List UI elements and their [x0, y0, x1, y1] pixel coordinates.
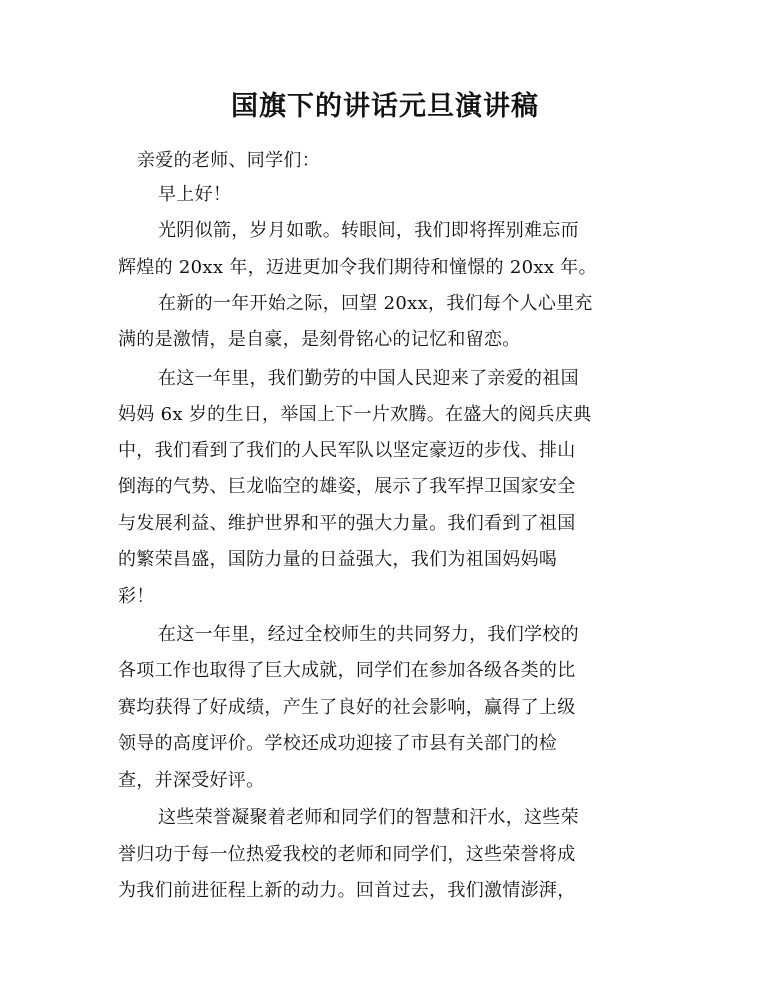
paragraph-line: 为我们前进征程上新的动力。回首过去，我们激情澎湃， [118, 880, 576, 901]
paragraph-line: 赛均获得了好成绩，产生了良好的社会影响，赢得了上级 [118, 697, 576, 718]
paragraph-line: 誉归功于每一位热爱我校的老师和同学们，这些荣誉将成 [118, 844, 576, 865]
paragraph-line: 查，并深受好评。 [118, 770, 265, 791]
paragraph-line: 妈妈 6x 岁的生日，举国上下一片欢腾。在盛大的阅兵庆典 [118, 404, 592, 425]
paragraph-line: 领导的高度评价。学校还成功迎接了市县有关部门的检 [118, 733, 558, 754]
paragraph-line: 在这一年里，我们勤劳的中国人民迎来了亲爱的祖国 [158, 368, 579, 389]
paragraph-line: 与发展利益、维护世界和平的强大力量。我们看到了祖国 [118, 513, 576, 534]
paragraph-line: 满的是激情，是自豪，是刻骨铭心的记忆和留恋。 [118, 329, 521, 350]
document-title: 国旗下的讲话元旦演讲稿 [231, 91, 539, 122]
paragraph-line: 彩！ [118, 586, 155, 607]
paragraph-line: 倒海的气势、巨龙临空的雄姿，展示了我军捍卫国家安全 [118, 476, 576, 497]
paragraph-line: 的繁荣昌盛，国防力量的日益强大，我们为祖国妈妈喝 [118, 549, 558, 570]
paragraph-line: 辉煌的 20xx 年，迈进更加令我们期待和憧憬的 20xx 年。 [118, 257, 597, 278]
paragraph-line: 中，我们看到了我们的人民军队以坚定豪迈的步伐、排山 [118, 440, 576, 461]
salutation-line: 早上好！ [158, 184, 232, 205]
paragraph-line: 光阴似箭，岁月如歌。转眼间，我们即将挥别难忘而 [158, 220, 579, 241]
paragraph-line: 在新的一年开始之际，回望 20xx，我们每个人心里充 [158, 293, 593, 314]
paragraph-line: 在这一年里，经过全校师生的共同努力，我们学校的 [158, 624, 579, 645]
paragraph-line: 这些荣誉凝聚着老师和同学们的智慧和汗水，这些荣 [158, 807, 579, 828]
greeting-line: 亲爱的老师、同学们： [137, 150, 320, 171]
paragraph-line: 各项工作也取得了巨大成就，同学们在参加各级各类的比 [118, 660, 576, 681]
